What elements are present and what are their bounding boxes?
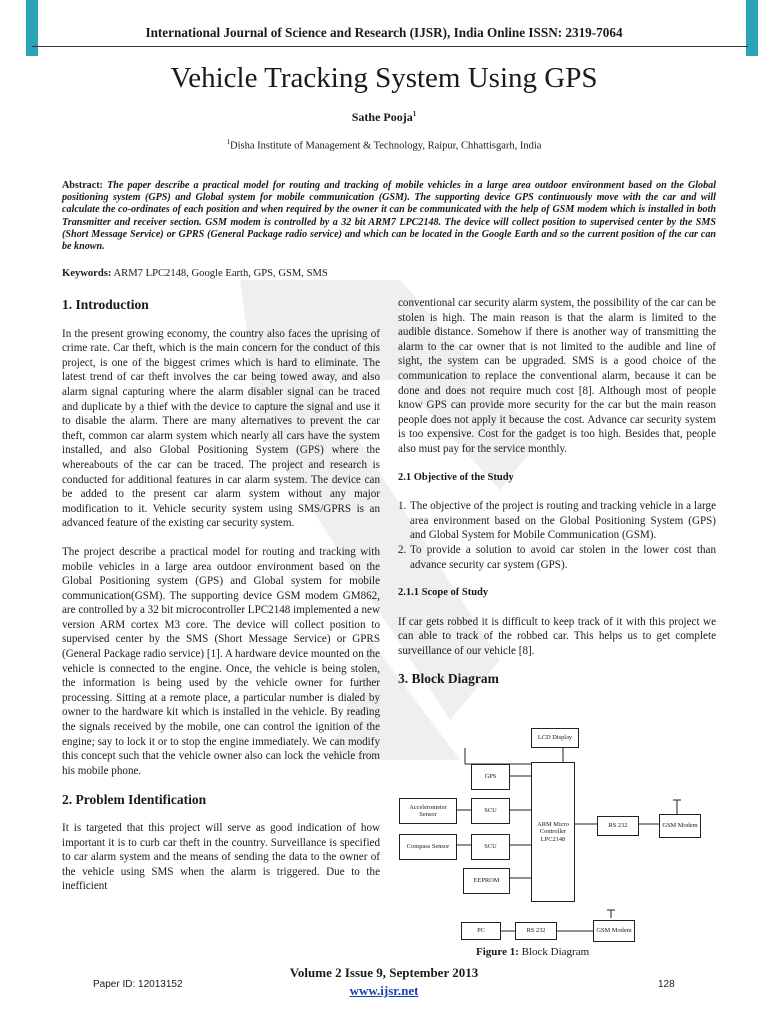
objective-item: 1. The objective of the project is routing and tracking vehicle in a large area environment based on the Global Positioning System (GPS) and Global System for Mobile Communication (GSM).: [398, 500, 716, 542]
heading-introduction: 1. Introduction: [62, 297, 149, 312]
right-column: [398, 296, 716, 687]
figure-caption: Figure 1: Block Diagram: [476, 946, 590, 958]
gsm-modem-block-1: GSM Modem: [659, 814, 701, 838]
problem-paragraph: It is targeted that this project will serve as good indication of how important it is to curb car theft in the country. Surveillance is specified to car alarm system and the means of sending the data to the owner of the vehicle using SMS when the alarm is triggered. Due to the inefficient: [62, 822, 380, 893]
author: Sathe Pooja$^1$: [351, 110, 417, 124]
scope-paragraph: If car gets robbed it is difficult to keep track of it with this project we can able to track of the robbed car. This helps us to get complete surveillance of our vehicle [8].: [398, 615, 716, 657]
right-paragraph-1: conventional car security alarm system, the possibility of the car can be stolen is high. The main reason is that the alarm is limited to the audible distance. Somehow if there is another way of transmitting the alarm to the car owner that is not limited to the audible and line of sight, the system can be upgraded. SMS is a good choice of the communication to replace the conventional alarm, because it can be done and does not require much cost [8]. Although most of people know GPS can provide more security for the car but the main reason people does not apply it because the cost. Advance car security system is too expensive. Cost for the gadget is too high. Besides that, people also must pay for the service monthly.: [398, 297, 716, 455]
block-diagram: [397, 728, 719, 948]
abstract-text: The paper describe a practical model for routing and tracking of mobile vehicles in a large area outdoor environment based on the Global positioning system (GPS) and Global system for mobile communication (GSM). The supporting device GPS continuously move with the car and will calculate the co-ordinates of each position and when required by the owner it can be communicated with the help of GSM modem which is installed in both Transmitter and receiver section. GSM modem is controlled by a 32 bit ARM7 LPC2148. The device will collect position to supervised center by the SMS (Short Message Service) or GPRS (General Package radio service) and which can be located in the Google Earth and so the current position of the car can be known.: [62, 180, 716, 253]
footer-volume: Volume 2 Issue 9, September 2013: [289, 965, 479, 980]
gsm-modem-block-2: GSM Modem: [593, 920, 635, 942]
objective-list: [398, 499, 716, 572]
header-rule: [32, 46, 748, 47]
heading-block-diagram: 3. Block Diagram: [398, 671, 499, 687]
heading-scope: 2.1.1 Scope of Study: [398, 587, 489, 599]
intro-paragraph-2: The project describe a practical model for routing and tracking with mobile vehicles in a large area outdoor environment based on the Global Positioning system (GPS) and Global system for mobile communication(GSM). The supporting device GSM modem GM862, are controlled by a 32 bit microcontroller LPC2148 implemented a new version ARM cortex M3 core. The device will collect position to supervised center by the SMS (Short Message Service) or GPRS (General Package radio service) [1]. A hardware device mounted on the vehicle is connected to the engine. Once, the vehicle is being stolen, the information is being used by the vehicle owner for further processing. Sitting at a remote place, a particular number is dialed by owner to the hardware kit which is installed in the vehicle. By reading the signals received by the mobile, one can control the ignition of the engine; say to lock it or to stop the engine immediately. We can modify this concept such that the vehicle owner also can lock the vehicle from his mobile phone.: [62, 545, 380, 777]
keywords: Keywords: ARM7 LPC2148, Google Earth, GPS, GSM, SMS: [62, 268, 328, 279]
journal-header: International Journal of Science and Research (IJSR), India Online ISSN: 2319-7064: [145, 25, 623, 40]
left-column: [62, 298, 380, 894]
gps-block: GPS: [471, 764, 510, 790]
page-number: 128: [658, 979, 675, 990]
paper-id: Paper ID: 12013152: [93, 979, 183, 990]
intro-paragraph-1: In the present growing economy, the country also faces the uprising of crime rate. Car theft, which is the main concern for the conduct of this project, is one of the biggest crimes which is hard to eliminate. The latest trend of car theft involves the car being towed away, and also alarm signal capturing where the alarm disabler signal can be traced and duplicate by a thief with the device to capture the signal and use it to disable the alarm. There are many alternatives to prevent the car theft, common car alarm system which nearly all cars have the system installed, and also Global Positioning System (GPS) where the whereabouts of the car can be traced. The project and research is conducted for additional features in car alarm system. The device can be added to the present car alarm system without any major modification to it. Vehicle security system using SMS/GPRS is an advanced feature of the existing car security system.: [62, 327, 380, 530]
abstract: [62, 180, 716, 253]
scu-block-2: SCU: [471, 834, 510, 860]
objective-item: 2. To provide a solution to avoid car stolen in the lower cost than advance security car system (GPS).: [398, 543, 716, 571]
heading-problem: 2. Problem Identification: [62, 792, 207, 808]
rs232-block-1: RS 232: [597, 816, 639, 836]
rs232-block-2: RS 232: [515, 922, 557, 940]
lcd-display-block: LCD Display: [531, 728, 579, 748]
accelerometer-block: Accelerometer Sensor: [399, 798, 457, 824]
compass-block: Compass Sensor: [399, 834, 457, 860]
footer-website-link[interactable]: www.ijsr.net: [349, 983, 419, 998]
eeprom-block: EEPROM: [463, 868, 510, 894]
abstract-label: Abstract:: [62, 180, 103, 191]
paper-title: Vehicle Tracking System Using GPS: [170, 62, 598, 94]
pc-block: PC: [461, 922, 501, 940]
arm-controller-block: ARM Micro Controller LPC2148: [531, 762, 575, 902]
heading-objective: 2.1 Objective of the Study: [398, 471, 514, 483]
scu-block-1: SCU: [471, 798, 510, 824]
affiliation: $^1$Disha Institute of Management & Technology, Raipur, Chhattisgarh, India: [226, 138, 542, 152]
